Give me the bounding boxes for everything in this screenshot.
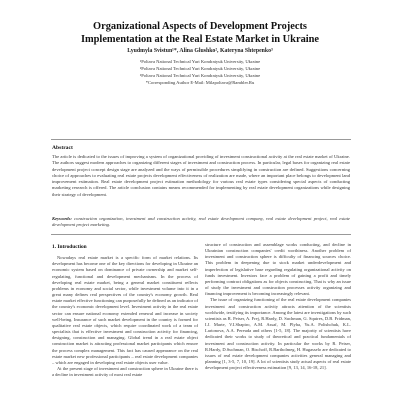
- section-heading-introduction: 1. Introduction: [52, 244, 87, 250]
- divider-bottom: [51, 234, 351, 235]
- affiliation-2: ²Poltava National Technical Yuri Kondratyuk University, Ukraine: [139, 66, 261, 71]
- affiliation-1: ¹Poltava National Technical Yuri Kondratyuk University, Ukraine: [139, 59, 261, 64]
- author-list: Lyudmyla Svistun¹*, Alina Glushko², Kateryna Shtepenko³: [127, 48, 273, 54]
- corresponding-author-email: *Corresponding Author E-Mail: Milapoltava@Rambler.Ru: [145, 80, 255, 85]
- paper-title: [20, 20, 380, 46]
- body-paragraph: The issue of organizing functioning of the real estate development companies investment and construction activity attracts attention of the scientists worldwide, testifying its importance. Among the latest are investigations by such scientists as R. Peiser, A. Frej, R.Hardy, D. Suchman, G. Squires, D.B. Fridman, I.J. Marte, V.I.Shapiro, A.M. Assaf, M. Plyha, Yu.A. Polishchuk, K.L. Larionova, A.A. Pereuda and others [1-5, 18]. The majority of scientists have dedicated their works to study of theoretical and practical fundamentals of investment and construction activity. In particular the works by R. Peiser, R.Hardy, D.Suchman, O. Bischoff, R.Bartholmeg, H. Hugasselo are dedicated to issues of real estate development companies activities general managing and planning [1, 3-5, 7, 10, 19]. A lot of scientists study actual aspects of real estate development project effectiveness estimation [9, 13, 14, 16-18, 21].: [205, 297, 351, 371]
- title-line-1: Organizational Aspects of Development Projects: [93, 21, 307, 32]
- body-paragraph: At the present stage of investment and construction sphere in Ukraine there is a decline in investment activity of most real estate: [52, 365, 198, 378]
- affiliations: [20, 58, 380, 86]
- body-paragraph: Nowadays real estate market is a specific form of market relations. Its development has become one of the key directions for developing in Ukraine an economic system based on dominance of private ownership and market self-regulating, functional and development mechanisms. In the process of developing real estate market, being a general market constituent reflects problems in economy and social sector, while investment volume into it in a great many defines real perspectives of the country's economy growth. Real estate market effective functioning can purposefully be defined as an indicator of the country's economic development level. Investment activity in the real estate sector can ensure national economy extended renewal and increase in society well-being. Insurance of such market development in the country is formed for qualitative real estate objects, which require coordinated work of a team of specialists that is effective investment and construction activity for financing, designing, construction and managing. Global trend in a real estate object construction market is attracting professional market participants which ensure the process complex management. This fact has caused appearance on the real estate market new professional participants – real estate development companies – which are engaged in developing real estate objects user value.: [52, 255, 198, 365]
- abstract-heading: Abstract: [52, 145, 73, 151]
- title-line-2: Implementation at the Real Estate Market in Ukraine: [80, 34, 320, 45]
- keywords-label: Keywords:: [52, 216, 72, 221]
- affiliation-3: ³Poltava National Technical Yuri Kondratyuk University, Ukraine: [139, 73, 261, 78]
- body-paragraph: structure of construction and assemblage works conducting, and decline in Ukrainian construction companies' credit worthiness. Another problem of investment and construction sphere is difficulty of financing sources choice. This problem in deepening due to stock market underdevelopment and imperfection of legislative base regarding regulating organizational activity on funds investment. Investors face a problem of gaining a profit and timely performing contract obligations as for objects constructing. That is why an issue of study the investment and construction processes activity organizing and financing improvement is becoming increasingly relevant.: [205, 242, 351, 297]
- body-left-column: [52, 238, 198, 378]
- abstract-text: The article is dedicated to the issues of improving a system of organizational providing of investment constructional activity at the real estate market of Ukraine. The authors suggest modern approaches to organizing different stages of investment and construction process. In particular, legal bases for organizing real estate development project concept design stage are analyzed and the ways of permissible procedures simplifying in construction are defined. Suggestions concerning choice of approaches to evaluating real estate projects development effectiveness of realization are made, where an important place belongs to development land improvement estimation. Real estate development project estimation methodology for various real estate types considering special aspects of conducting marketing research is offered. The article conclusion contains means recommended for implementing by real estate development organizations while designing their strategy of development.: [52, 154, 350, 197]
- keywords-text: construction organization, investment and construction activity, real estate development company, real estate development project, real estate development project marketing.: [52, 216, 351, 228]
- divider-top: [51, 139, 351, 140]
- keywords-block: [52, 216, 350, 229]
- body-right-column: [205, 242, 351, 371]
